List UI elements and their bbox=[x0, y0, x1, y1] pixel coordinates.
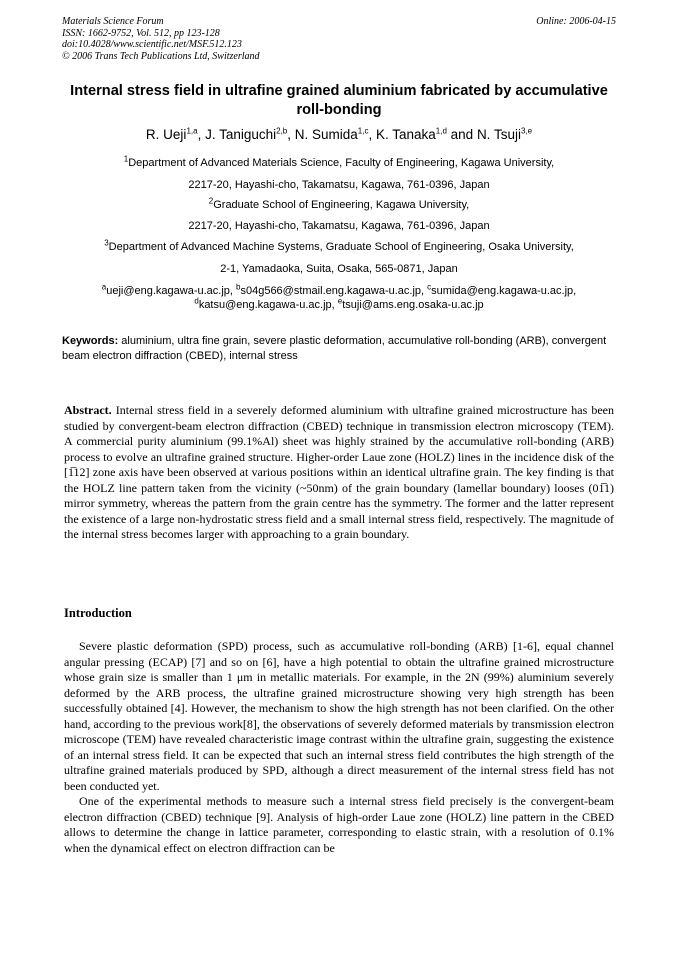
author-name: J. Taniguchi bbox=[205, 127, 277, 142]
abstract-text-3: mirror symmetry, whereas the pattern from the grain centre has the symmetry. The former and the latter represent the existence of a large non-hydrostatic stress field and a small internal stress field, respectively. The magnitude of the internal stress becomes larger with approaching to a grain boundary. bbox=[64, 496, 614, 541]
email-line-2 bbox=[62, 298, 616, 312]
author-name: N. Sumida bbox=[294, 127, 358, 142]
affiliation-mark: 2 bbox=[208, 196, 214, 206]
email-d: katsu@eng.kagawa-u.ac.jp, bbox=[198, 299, 338, 311]
email-mark: c bbox=[427, 282, 432, 292]
affiliation-text: Department of Advanced Machine Systems, Graduate School of Engineering, Osaka University, bbox=[108, 241, 574, 253]
email-a: ueji@eng.kagawa-u.ac.jp, bbox=[106, 285, 237, 297]
author-separator: and bbox=[446, 127, 477, 142]
affiliation-1-line-1 bbox=[62, 154, 616, 170]
email-mark: a bbox=[101, 282, 107, 292]
affiliation-mark: 1 bbox=[123, 154, 129, 164]
author-name: N. Tsuji bbox=[476, 127, 521, 142]
author-list bbox=[62, 127, 616, 142]
email-list bbox=[62, 284, 616, 312]
affiliation-2-line-1 bbox=[62, 196, 616, 212]
affiliation-2-line-2: 2217-20, Hayashi-cho, Takamatsu, Kagawa, 761-0396, Japan bbox=[188, 220, 490, 232]
issn-line: ISSN: 1662-9752, Vol. 512, pp 123-128 bbox=[62, 27, 220, 39]
author-name: R. Ueji bbox=[145, 127, 187, 142]
affiliation-3-line-2: 2-1, Yamadaoka, Suita, Osaka, 565-0871, Japan bbox=[220, 263, 458, 275]
paper-title: Internal stress field in ultrafine grained aluminium fabricated by accumulative roll-bonding bbox=[70, 83, 608, 118]
affiliation-1-line-2: 2217-20, Hayashi-cho, Takamatsu, Kagawa, 761-0396, Japan bbox=[188, 179, 490, 191]
author-separator: , bbox=[287, 127, 295, 142]
introduction-paragraph-2: One of the experimental methods to measure such a internal stress field precisely is the convergent-beam electron diffraction (CBED) technique [9]. Analysis of high-order Laue zone (HOLZ) line pattern in the CBED allows to determine the change in lattice parameter, corresponding to elastic strain, with a resolution of 0.1% when the dynamical effect on electron diffraction can be bbox=[64, 794, 614, 855]
email-mark: b bbox=[236, 282, 241, 292]
affiliation-text: Department of Advanced Materials Science, Faculty of Engineering, Kagawa University, bbox=[128, 157, 555, 169]
email-b: s04g566@stmail.eng.kagawa-u.ac.jp, bbox=[240, 285, 428, 297]
author-affiliation-mark: 1,c bbox=[357, 126, 369, 136]
abstract-block bbox=[64, 403, 614, 543]
journal-header bbox=[62, 16, 616, 62]
affiliation-text: Graduate School of Engineering, Kagawa University, bbox=[213, 199, 470, 211]
email-c: sumida@eng.kagawa-u.ac.jp, bbox=[431, 285, 577, 297]
abstract-text-1: Internal stress field in a severely deformed aluminium with ultrafine grained microstructure has been studied by convergent-beam electron diffraction (CBED) technique in transmission electron microscopy (TEM). A commercial purity aluminium (99.1%Al) sheet was highly strained by the accumulative roll-bonding (ARB) process to evolve an ultrafine grained structure. Higher-order Laue zone (HOLZ) lines in the incidence disk of the bbox=[64, 403, 614, 464]
author-affiliation-mark: 1,a bbox=[186, 126, 198, 136]
keywords-text: aluminium, ultra fine grain, severe plastic deformation, accumulative roll-bonding (ARB), convergent beam electron diffraction (CBED), internal stress bbox=[62, 335, 607, 362]
author-affiliation-mark: 1,d bbox=[435, 126, 447, 136]
zone-axis-notation: [1̅12] bbox=[64, 465, 90, 479]
affiliation-mark: 3 bbox=[104, 238, 109, 248]
doi-line: doi:10.4028/www.scientific.net/MSF.512.123 bbox=[62, 39, 242, 50]
mirror-plane-notation: (01̅1) bbox=[588, 480, 614, 495]
copyright-line: © 2006 Trans Tech Publications Ltd, Switzerland bbox=[62, 50, 260, 62]
introduction-paragraph-1: Severe plastic deformation (SPD) process, such as accumulative roll-bonding (ARB) [1-6], equal channel angular pressing (ECAP) [7] and so on [6], have a high potential to obtain the ultrafine grained microstructure whose grain size is smaller than 1 μm in metallic materials. For example, in the 2N (99%) aluminium severely deformed by the ARB process, the ultrafine grained microstructure showing very high strength has been successfully obtained [4]. However, the mechanism to show the high strength has not been clarified. On the other hand, according to the previous work[8], the observations of severely deformed materials by transmission electron microscope (TEM) have revealed characteristic image contrast within the ultrafine grain, suggesting the existence of an internal stress field. It can be expected that such an internal stress field contributes the high strength of the ultrafine grained materials produced by SPD, although a direct measurement of the internal stress field has not been conducted yet. bbox=[64, 639, 614, 793]
introduction-body bbox=[64, 639, 614, 856]
email-mark: d bbox=[194, 296, 199, 306]
abstract-text-2: zone axis have been observed at various positions within an identical ultrafine grain. The key finding is that the HOLZ line pattern taken from the vicinity (~50nm) of the grain boundary (lamellar boundary) looses bbox=[64, 465, 614, 495]
keywords-label: Keywords: bbox=[62, 335, 119, 347]
author-separator: , bbox=[368, 127, 376, 142]
email-mark: e bbox=[337, 296, 343, 306]
introduction-heading: Introduction bbox=[64, 606, 132, 620]
keywords-block bbox=[62, 334, 616, 363]
author-separator: , bbox=[197, 127, 206, 142]
author-affiliation-mark: 3,e bbox=[520, 126, 533, 136]
affiliation-3-line-1 bbox=[62, 238, 616, 254]
author-name: K. Tanaka bbox=[375, 127, 436, 142]
abstract-label: Abstract. bbox=[64, 403, 112, 417]
author-affiliation-mark: 2,b bbox=[276, 126, 288, 136]
email-e: tsuji@ams.eng.osaka-u.ac.jp bbox=[342, 299, 484, 311]
online-date: Online: 2006-04-15 bbox=[536, 16, 616, 27]
journal-name: Materials Science Forum bbox=[62, 16, 164, 27]
